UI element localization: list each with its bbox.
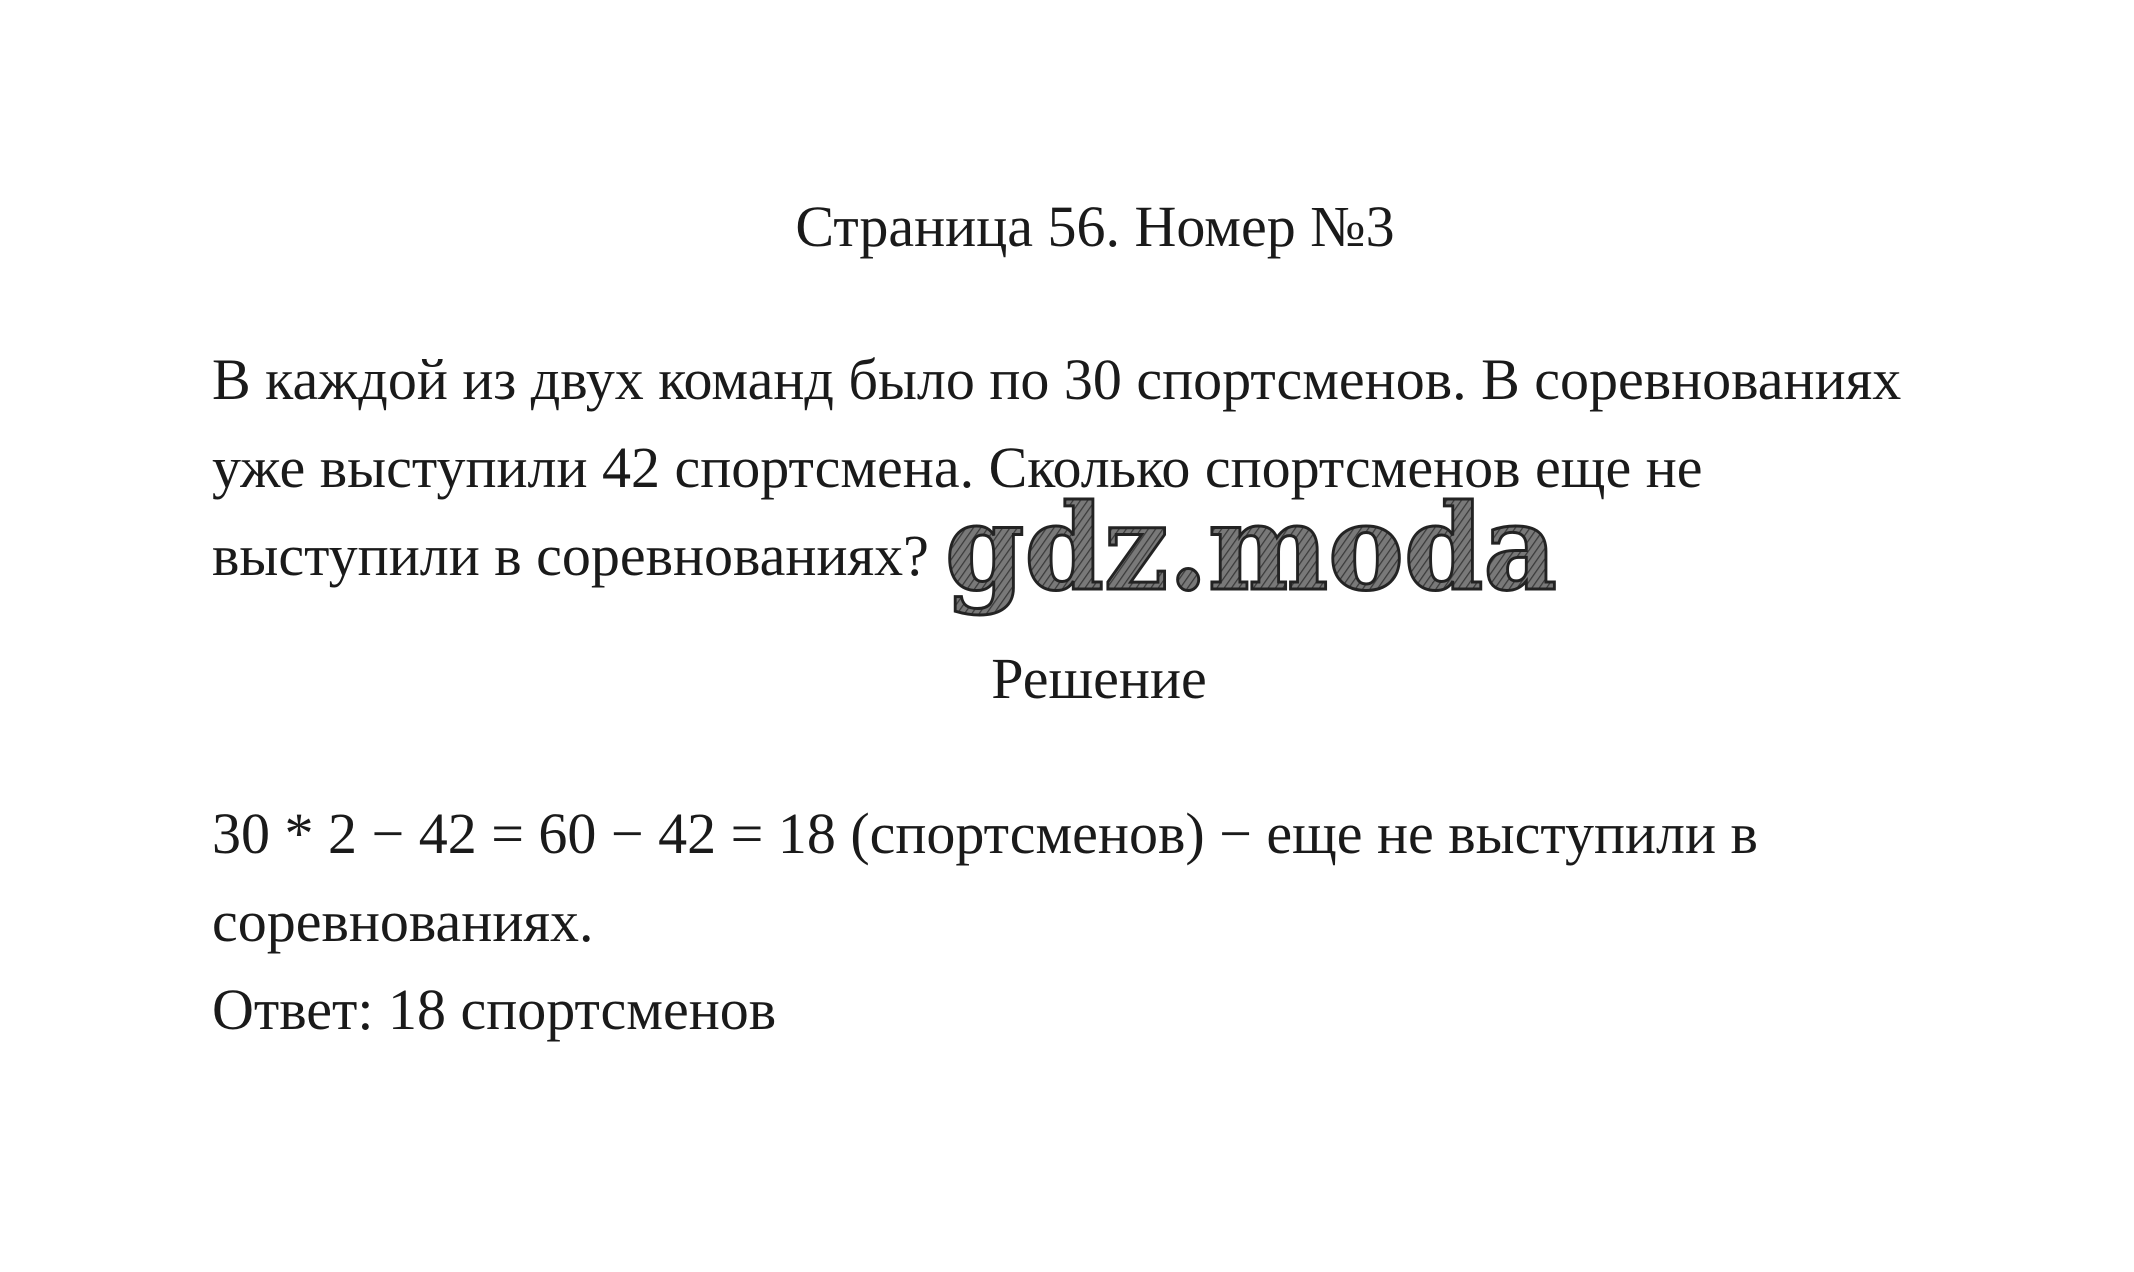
solution-line: соревнованиях.: [212, 889, 594, 954]
page-title: Страница 56. Номер №3: [795, 194, 1395, 259]
solution-text: [212, 790, 2002, 1054]
answer-line: Ответ: 18 спортсменов: [212, 977, 777, 1042]
solution-line: 30 * 2 − 42 = 60 − 42 = 18 (спортсменов) − еще не выступили в: [212, 801, 1758, 866]
problem-line: В каждой из двух команд было по 30 спортсменов. В соревнованиях: [212, 347, 1902, 412]
problem-line: уже выступили 42 спортсмена. Сколько спортсменов еще не: [212, 435, 1703, 500]
solution-heading: Решение: [991, 646, 1207, 711]
watermark-text: gdz.moda: [945, 494, 1557, 617]
problem-line: выступили в соревнованиях?: [212, 523, 929, 588]
watermark-logo: [945, 494, 1565, 624]
